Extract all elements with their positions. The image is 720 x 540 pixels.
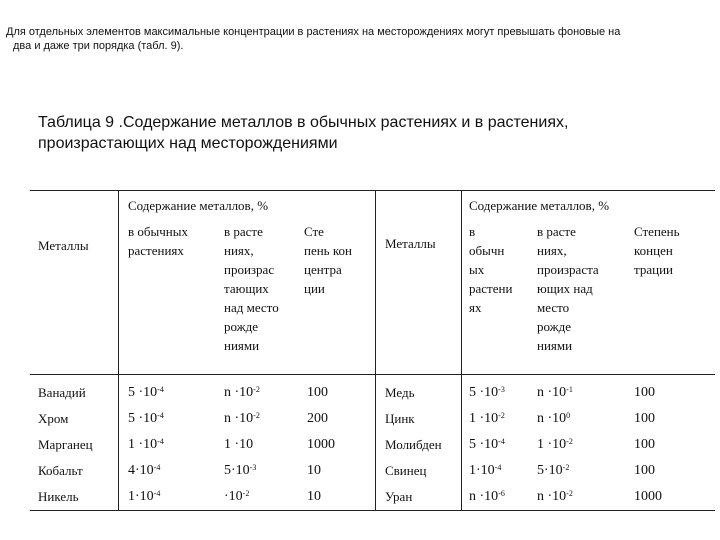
- cell-common: $1\cdot 10^{-4}$: [128, 489, 161, 504]
- cell-degree: 10: [307, 463, 321, 478]
- cell-metal-2: Свинец: [385, 463, 427, 478]
- column-divider: [375, 190, 376, 510]
- group-header-left: Содержание металлов, %: [128, 198, 269, 213]
- caption-line-1: Таблица 9 .Содержание металлов в обычных растениях и в растениях,: [38, 114, 569, 131]
- cell-common-2: $n \cdot 10^{-6}$: [469, 489, 505, 504]
- table-top-rule: [30, 190, 715, 191]
- cell-metal-2: Уран: [385, 489, 413, 504]
- header-metals: Металлы: [38, 238, 89, 253]
- caption-line-2: произрастающих над месторождениями: [38, 135, 338, 152]
- intro-paragraph: [6, 25, 706, 53]
- cell-deposit-2: $n \cdot 10^{-2}$: [537, 489, 573, 504]
- header-deposit-plants: в расте ниях, произрас тающих над место рожде ниями: [224, 224, 279, 353]
- cell-common-2: $5 \cdot 10^{-3}$: [469, 385, 505, 400]
- cell-degree: 1000: [307, 437, 335, 452]
- cell-degree-2: 100: [634, 385, 655, 400]
- cell-degree-2: 100: [634, 411, 655, 426]
- cell-common-2: $1 \cdot 10^{-2}$: [469, 411, 505, 426]
- cell-metal-2: Медь: [385, 385, 415, 400]
- column-divider: [461, 190, 462, 510]
- cell-degree: 200: [307, 411, 328, 426]
- cell-metal: Ванадий: [38, 385, 86, 400]
- cell-common: $1 \cdot 10^{-4}$: [128, 437, 164, 452]
- cell-metal: Никель: [38, 489, 79, 504]
- table-bottom-rule: [30, 510, 715, 511]
- cell-metal-2: Молибден: [385, 437, 442, 452]
- cell-deposit-2: $n \cdot 10^0$: [537, 411, 571, 426]
- cell-deposit: $n \cdot 10^{-2}$: [224, 411, 260, 426]
- header-common-plants-2: в обычн ых растени ях: [469, 224, 513, 315]
- header-common-plants: в обычных растениях: [128, 224, 188, 258]
- header-concentration-degree-2: Степень концен трации: [634, 224, 680, 277]
- cell-metal: Кобальт: [38, 463, 83, 478]
- header-metals-2: Металлы: [385, 236, 436, 251]
- cell-deposit: $5\cdot 10^{-3}$: [224, 463, 257, 478]
- cell-common-2: $5 \cdot 10^{-4}$: [469, 437, 505, 452]
- cell-deposit-2: $1 \cdot 10^{-2}$: [537, 437, 573, 452]
- cell-degree-2: 1000: [634, 489, 662, 504]
- group-header-right: Содержание металлов, %: [469, 198, 610, 213]
- cell-metal-2: Цинк: [385, 411, 415, 426]
- cell-common: $5 \cdot 10^{-4}$: [128, 411, 164, 426]
- cell-metal: Хром: [38, 411, 69, 426]
- cell-metal: Марганец: [38, 437, 93, 452]
- header-concentration-degree: Сте пень кон центра ции: [304, 224, 352, 296]
- intro-line-2: два и даже три порядка (табл. 9).: [13, 40, 184, 52]
- cell-degree-2: 100: [634, 437, 655, 452]
- cell-common: $4\cdot 10^{-4}$: [128, 463, 161, 478]
- column-divider: [118, 190, 119, 510]
- header-bottom-rule: [30, 374, 715, 375]
- cell-common: $5 \cdot 10^{-4}$: [128, 385, 164, 400]
- cell-degree-2: 100: [634, 463, 655, 478]
- header-deposit-plants-2: в расте ниях, произраста ющих над место рожде ниями: [537, 224, 599, 353]
- cell-deposit-2: $n \cdot 10^{-1}$: [537, 385, 573, 400]
- cell-deposit: $\cdot 10^{-2}$: [224, 489, 250, 504]
- intro-line-1: Для отдельных элементов максимальные концентрации в растениях на месторождениях могут превышать фоновые на: [6, 26, 621, 38]
- cell-degree: 10: [307, 489, 321, 504]
- cell-deposit: 1 ·10: [224, 437, 254, 452]
- table-caption: [38, 112, 698, 154]
- cell-degree: 100: [307, 385, 328, 400]
- cell-common-2: $1\cdot 10^{-4}$: [469, 463, 502, 478]
- cell-deposit-2: $5\cdot 10^{-2}$: [537, 463, 570, 478]
- cell-deposit: $n \cdot 10^{-2}$: [224, 385, 260, 400]
